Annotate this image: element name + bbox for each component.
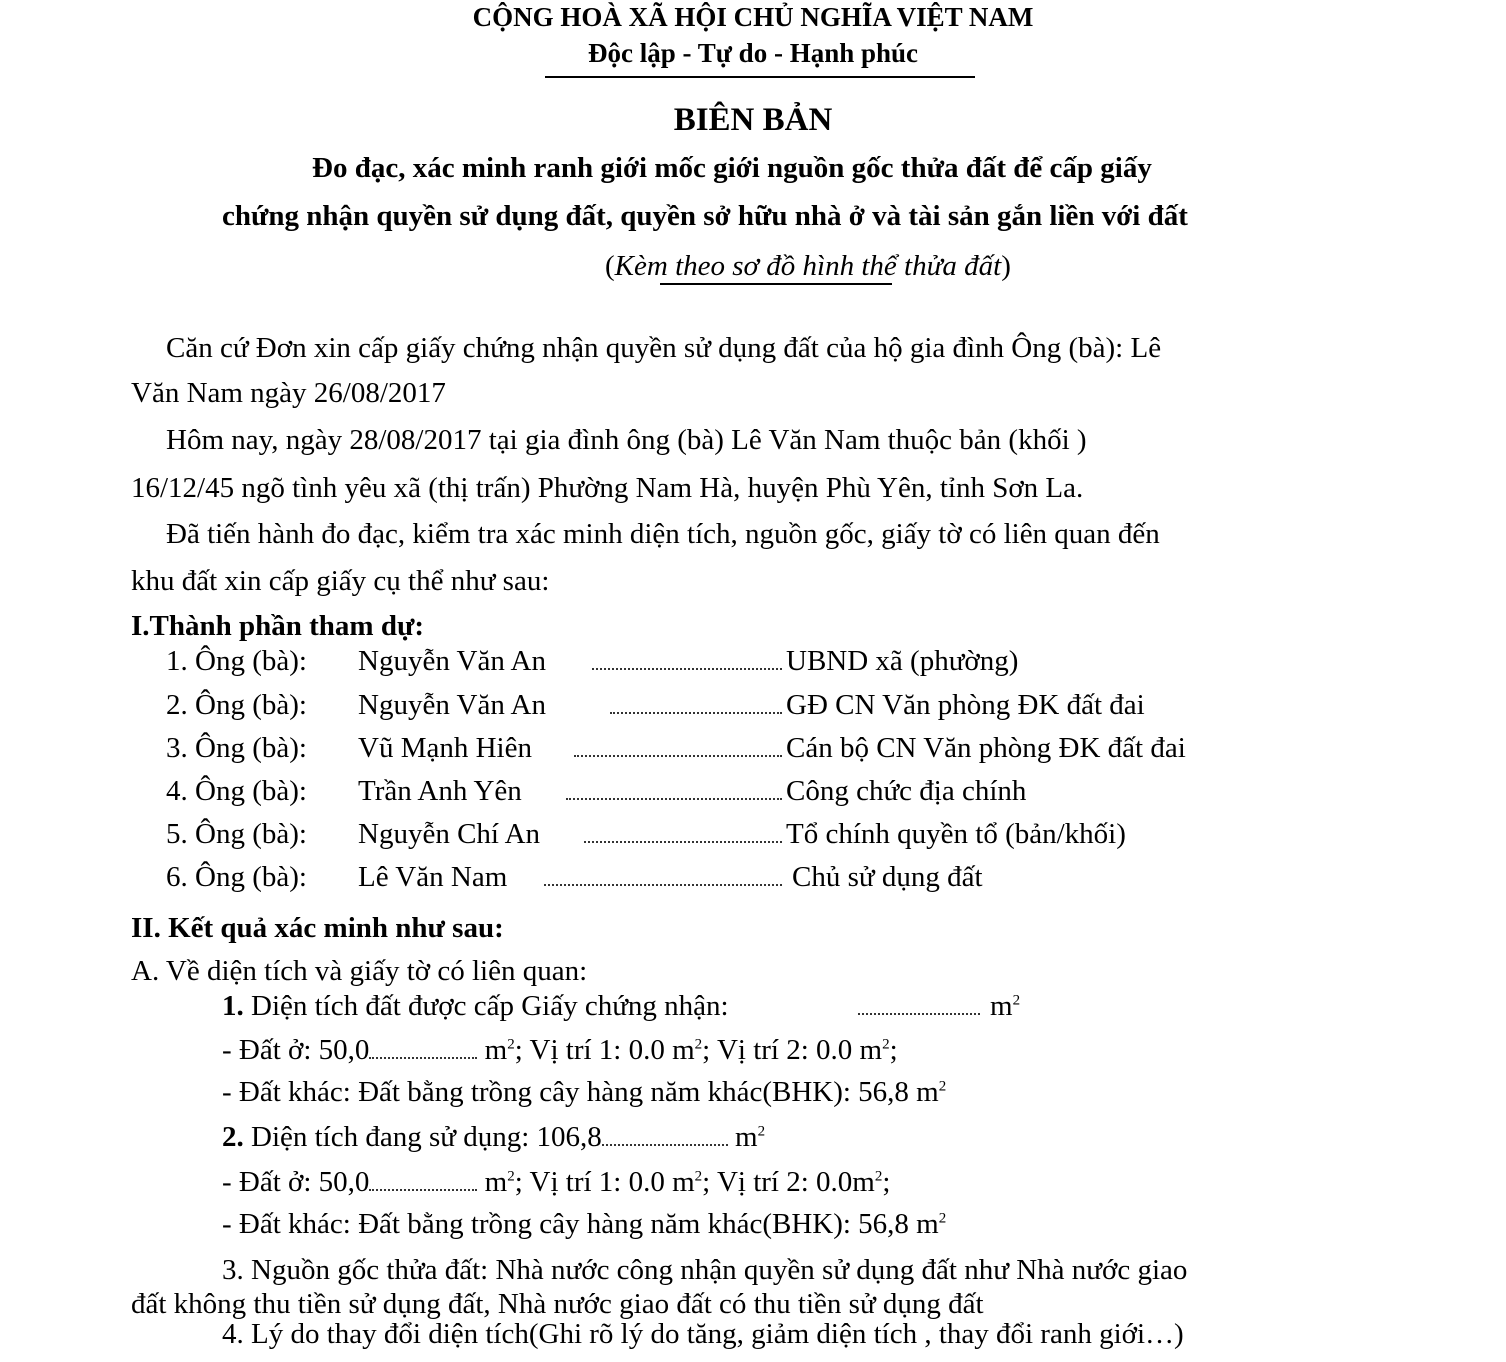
subtitle-line-1: Đo đạc, xác minh ranh giới mốc giới nguồn gốc thửa đất để cấp giấy (312, 152, 1152, 184)
item-1-area-granted: 1. Diện tích đất được cấp Giấy chứng nhận: (222, 990, 729, 1022)
item-2-residential-land: - Đất ở: 50,0 $m^2$; Vị trí 1: 0.0 $m^2$; Vị trí 2: $0.0m^2$; (222, 1166, 891, 1198)
participant-num: 2. Ông (bà): (166, 689, 307, 721)
item-1-unit: $m^2$ (990, 990, 1021, 1022)
intro-p3-line1: Đã tiến hành đo đạc, kiểm tra xác minh diện tích, nguồn gốc, giấy tờ có liên quan đến (166, 518, 1160, 550)
participant-role: Cán bộ CN Văn phòng ĐK đất đai (786, 732, 1186, 764)
item-2-area-in-use: 2. Diện tích đang sử dụng: 106,8 $m^2$ (222, 1121, 766, 1153)
item-4-change-reason: 4. Lý do thay đổi diện tích(Ghi rõ lý do tăng, giảm diện tích , thay đổi ranh giới…) (222, 1318, 1184, 1350)
section-1-heading: I.Thành phần tham dự: (131, 610, 425, 642)
nation-header: CỘNG HOÀ XÃ HỘI CHỦ NGHĨA VIỆT NAM (472, 2, 1034, 32)
participant-num: 6. Ông (bà): (166, 861, 307, 893)
motto-underline (545, 76, 975, 78)
part-a-heading: A. Về diện tích và giấy tờ có liên quan: (131, 955, 588, 987)
intro-p1-line1: Căn cứ Đơn xin cấp giấy chứng nhận quyền sử dụng đất của hộ gia đình Ông (bà): Lê (166, 332, 1162, 364)
intro-p2-line2: 16/12/45 ngõ tình yêu xã (thị trấn) Phường Nam Hà, huyện Phù Yên, tỉnh Sơn La. (131, 472, 1084, 504)
participant-num: 4. Ông (bà): (166, 775, 307, 807)
intro-p2-line1: Hôm nay, ngày 28/08/2017 tại gia đình ông (bà) Lê Văn Nam thuộc bản (khối ) (166, 424, 1087, 456)
item-3-origin-line1: 3. Nguồn gốc thửa đất: Nhà nước công nhận quyền sử dụng đất như Nhà nước giao (222, 1254, 1188, 1286)
participant-role: UBND xã (phường) (786, 645, 1019, 677)
dotted-leader (566, 798, 782, 800)
participant-name: Vũ Mạnh Hiên (358, 732, 532, 764)
attachment-note-text: Kèm theo sơ đồ hình thể thửa đất (614, 250, 1002, 282)
item-1-residential-land: - Đất ở: 50,0 $m^2$; Vị trí 1: 0.0 $m^2$; Vị trí 2: 0.0 $m^2$; (222, 1034, 898, 1066)
participant-name: Lê Văn Nam (358, 861, 508, 893)
intro-p3-line2: khu đất xin cấp giấy cụ thể như sau: (131, 565, 550, 597)
dotted-leader (544, 884, 782, 886)
participant-name: Nguyễn Văn An (358, 645, 546, 677)
attachment-note: (Kèm theo sơ đồ hình thể thửa đất) (605, 250, 1011, 282)
dotted-leader (574, 755, 782, 757)
participant-num: 1. Ông (bà): (166, 645, 307, 677)
subtitle-line-2: chứng nhận quyền sử dụng đất, quyền sở hữu nhà ở và tài sản gắn liền với đất (222, 200, 1188, 232)
motto: Độc lập - Tự do - Hạnh phúc (587, 38, 919, 68)
intro-p1-line2: Văn Nam ngày 26/08/2017 (131, 377, 446, 409)
participant-num: 3. Ông (bà): (166, 732, 307, 764)
note-underline (660, 283, 892, 285)
participant-name: Nguyễn Chí An (358, 818, 541, 850)
item-2-other-land: - Đất khác: Đất bằng trồng cây hàng năm khác(BHK): 56,8 $m^2$ (222, 1208, 947, 1240)
item-1-other-land: - Đất khác: Đất bằng trồng cây hàng năm khác(BHK): 56,8 $m^2$ (222, 1076, 947, 1108)
participant-role: Chủ sử dụng đất (792, 861, 983, 893)
item-3-origin-line2: đất không thu tiền sử dụng đất, Nhà nước giao đất có thu tiền sử dụng đất (131, 1288, 984, 1320)
dotted-leader (592, 668, 782, 670)
participant-num: 5. Ông (bà): (166, 818, 307, 850)
participant-role: GĐ CN Văn phòng ĐK đất đai (786, 689, 1145, 721)
section-2-heading: II. Kết quả xác minh như sau: (131, 912, 504, 944)
dotted-leader (584, 841, 782, 843)
dotted-blank (858, 1013, 980, 1015)
participant-role: Công chức địa chính (786, 775, 1027, 807)
document-title: BIÊN BẢN (673, 102, 833, 138)
participant-name: Nguyễn Văn An (358, 689, 546, 721)
dotted-leader (610, 712, 782, 714)
participant-role: Tổ chính quyền tổ (bản/khối) (786, 818, 1126, 850)
participant-name: Trần Anh Yên (358, 775, 522, 807)
